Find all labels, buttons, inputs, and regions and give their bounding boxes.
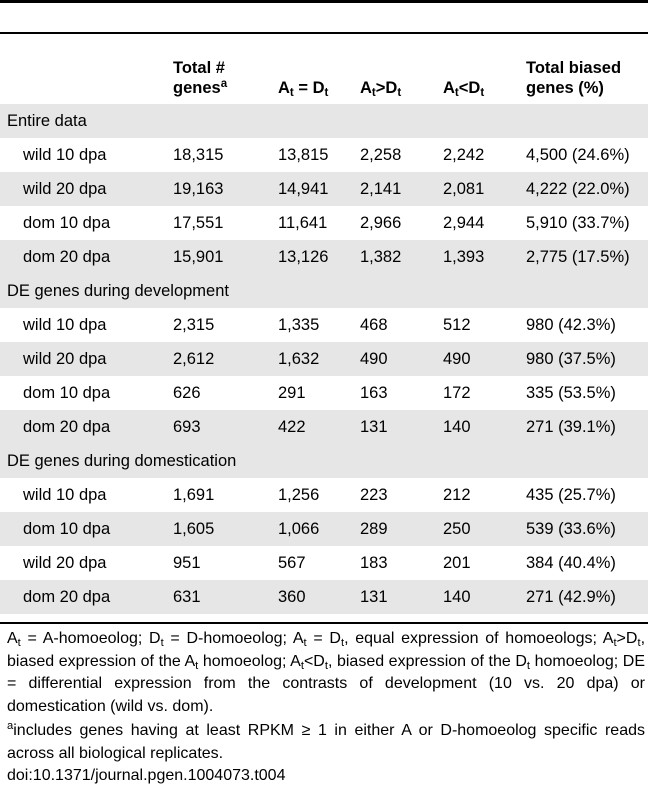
- table-cell: 422: [267, 410, 349, 444]
- header-total-genes: Total # genes$^a$: [173, 59, 228, 97]
- table-cell: 468: [360, 316, 388, 334]
- table-cell: 2,612: [162, 342, 267, 376]
- row-label: wild 10 dpa: [23, 486, 107, 504]
- table-cell: 4,500 (24.6%): [526, 146, 630, 164]
- table-cell: 631: [162, 580, 267, 614]
- table-body: [0, 104, 648, 614]
- table-cell: 384 (40.4%): [526, 554, 616, 572]
- table-row: [0, 580, 648, 614]
- table-cell: 2,242: [443, 146, 485, 164]
- table-cell: 15,901: [162, 240, 267, 274]
- table-cell: 1,382: [349, 240, 432, 274]
- table-cell: 131: [349, 580, 432, 614]
- table-cell: 11,641: [278, 214, 328, 232]
- table-cell: 4,222 (22.0%): [515, 172, 648, 206]
- row-label: wild 10 dpa: [23, 146, 107, 164]
- table-row: [0, 546, 648, 580]
- row-label: dom 20 dpa: [0, 240, 162, 274]
- header-label: [0, 34, 162, 104]
- table-row: [0, 138, 648, 172]
- row-label: dom 20 dpa: [0, 580, 162, 614]
- table-row: [0, 172, 648, 206]
- table-cell: 13,815: [278, 146, 329, 164]
- table-cell: 14,941: [267, 172, 349, 206]
- table-row: [0, 308, 648, 342]
- table-cell: 951: [173, 554, 201, 572]
- table-cell: 435 (25.7%): [526, 486, 616, 504]
- table-row: [0, 478, 648, 512]
- table-cell: 18,315: [173, 146, 224, 164]
- table-cell: 693: [162, 410, 267, 444]
- table-cell: 271 (42.9%): [515, 580, 648, 614]
- header-total-biased: Total biased genes (%): [526, 59, 622, 97]
- table-cell: 2,258: [360, 146, 402, 164]
- row-label: wild 20 dpa: [0, 342, 162, 376]
- row-label: wild 10 dpa: [23, 316, 107, 334]
- table-cell: 2,141: [349, 172, 432, 206]
- abbreviation-note: $A_t$ = A-homoeolog; $D_t$ = D-homoeolog; $A_t = D_t$, equal expression of homoeologs; $A_t>D_t$, biased expression of the $A_t$ homoeolog; $A_t<D_t$, biased expression of the $D_t$ homoeolog; DE = differential expression from the contrasts of development (10 vs. 20 dpa) or domestication (wild vs. dom).: [7, 630, 646, 715]
- table-cell: 1,393: [432, 240, 515, 274]
- table-cell: 2,081: [432, 172, 515, 206]
- doi-link[interactable]: doi:10.1371/journal.pgen.1004073.t004: [7, 767, 286, 784]
- table-cell: 1,256: [278, 486, 320, 504]
- table-cell: 172: [443, 384, 471, 402]
- table-cell: 360: [267, 580, 349, 614]
- table-cell: 539 (33.6%): [515, 512, 648, 546]
- table-cell: 201: [443, 554, 471, 572]
- bottom-rule: [0, 622, 648, 624]
- table-cell: 980 (37.5%): [515, 342, 648, 376]
- table-cell: 335 (53.5%): [526, 384, 616, 402]
- caption-area: [0, 3, 648, 32]
- table-row: [0, 410, 648, 444]
- table-cell: 131: [349, 410, 432, 444]
- table-cell: 183: [360, 554, 388, 572]
- table-cell: 2,966: [360, 214, 402, 232]
- table-cell: 17,551: [173, 214, 224, 232]
- table-cell: 140: [432, 580, 515, 614]
- table-cell: 163: [360, 384, 388, 402]
- row-label: dom 20 dpa: [0, 410, 162, 444]
- section-row: [0, 104, 648, 138]
- table-cell: 5,910 (33.7%): [526, 214, 630, 232]
- table-row: [0, 240, 648, 274]
- section-title: Entire data: [0, 104, 648, 138]
- header-equal: $A_t = D_t$: [278, 79, 329, 99]
- table-cell: 140: [432, 410, 515, 444]
- table-cell: 289: [349, 512, 432, 546]
- table-row: [0, 342, 648, 376]
- table-cell: 490: [349, 342, 432, 376]
- table-cell: 1,605: [162, 512, 267, 546]
- table-cell: 1,066: [267, 512, 349, 546]
- section-row: [0, 274, 648, 308]
- header-row: [0, 34, 648, 104]
- table-cell: 2,944: [443, 214, 485, 232]
- table-row: [0, 206, 648, 240]
- table-cell: 19,163: [162, 172, 267, 206]
- section-row: [0, 444, 648, 478]
- row-label: wild 20 dpa: [0, 172, 162, 206]
- footnote-a-text: includes genes having at least RPKM ≥ 1 in either A or D-homoeolog specific reads across all biological replicates.: [7, 722, 645, 762]
- section-title: DE genes during domestication: [0, 444, 648, 478]
- table-cell: 980 (42.3%): [526, 316, 616, 334]
- footnote-marker-a: a: [220, 78, 228, 90]
- row-label: dom 10 dpa: [23, 214, 111, 232]
- table-cell: 291: [278, 384, 306, 402]
- table-cell: 490: [432, 342, 515, 376]
- row-label: wild 20 dpa: [23, 554, 107, 572]
- table-cell: 212: [443, 486, 471, 504]
- table-cell: 626: [173, 384, 201, 402]
- row-label: dom 10 dpa: [23, 384, 111, 402]
- footnote-a: [7, 720, 645, 765]
- table-cell: 2,315: [173, 316, 215, 334]
- table-cell: 13,126: [267, 240, 349, 274]
- data-table: [0, 34, 648, 614]
- table-cell: 2,775 (17.5%): [515, 240, 648, 274]
- table-row: [0, 376, 648, 410]
- table-cell: 223: [360, 486, 388, 504]
- table-cell: 1,691: [173, 486, 215, 504]
- table-cell: 567: [278, 554, 306, 572]
- footnote-a-marker: a: [7, 720, 14, 732]
- row-label: dom 10 dpa: [0, 512, 162, 546]
- table-row: [0, 512, 648, 546]
- section-title: DE genes during development: [0, 274, 648, 308]
- table-cell: 512: [443, 316, 471, 334]
- table-footnotes: [7, 628, 645, 788]
- table-cell: 1,632: [267, 342, 349, 376]
- table-cell: 271 (39.1%): [515, 410, 648, 444]
- table-cell: 1,335: [278, 316, 320, 334]
- table-cell: 250: [432, 512, 515, 546]
- header-a-greater: $A_t>D_t$: [360, 79, 402, 99]
- header-a-less: $A_t<D_t$: [443, 79, 485, 99]
